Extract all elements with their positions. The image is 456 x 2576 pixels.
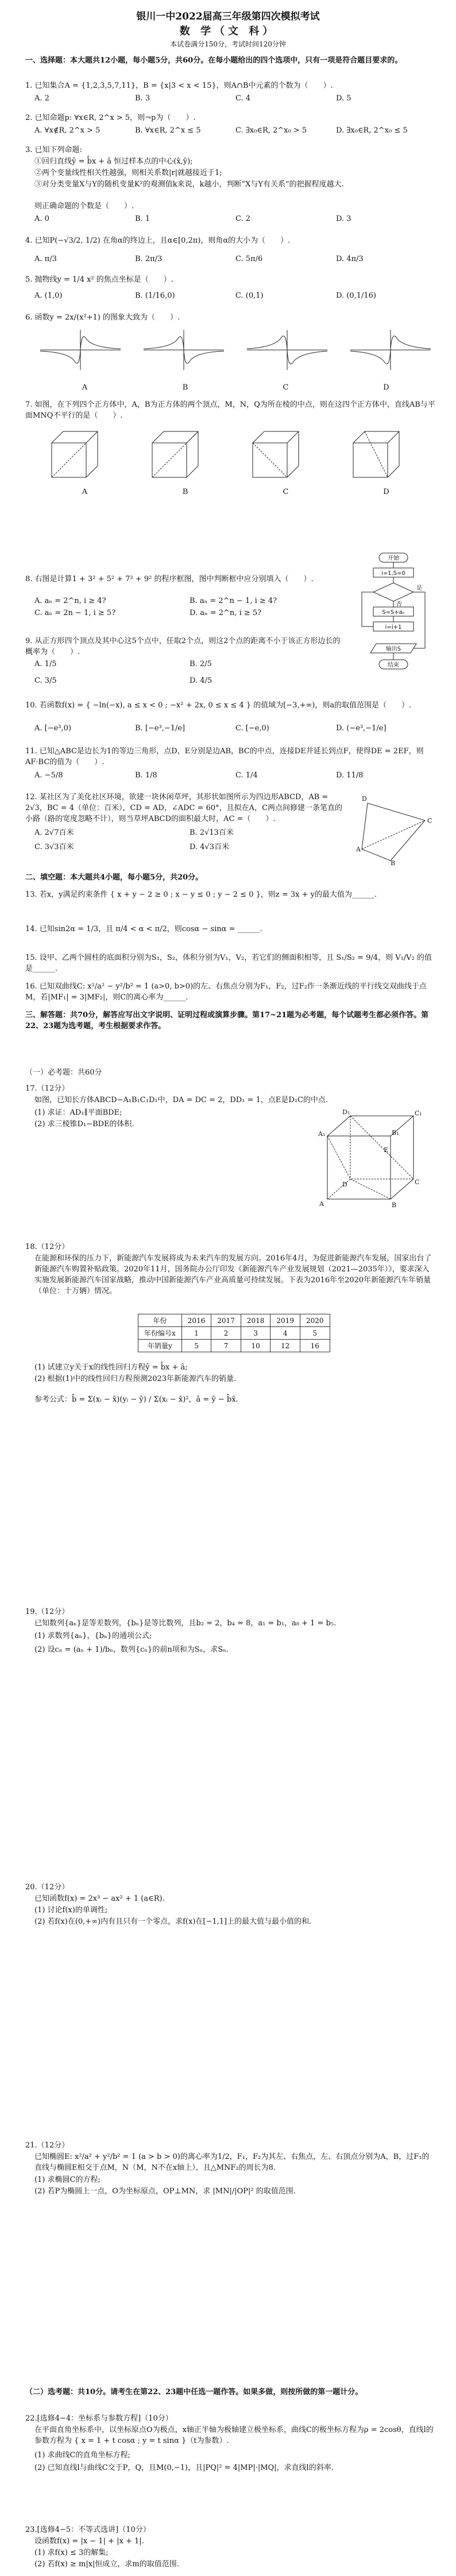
q6-label-c: C: [283, 383, 289, 392]
q17-label-c: C: [415, 1178, 420, 1186]
q17-cuboid-figure: [310, 1107, 425, 1211]
q18-reference-formula: 参考公式：b̂ = Σ(xᵢ − x̄)(yᵢ − ȳ) / Σ(xᵢ − x̄)²，â = ȳ − b̂x̄.: [34, 1395, 238, 1404]
q12-option-c: C. 3√3百米: [34, 843, 74, 851]
school-title: 银川一中2022届高三年级第四次模拟考试: [136, 11, 320, 22]
q1-stem: 1. 已知集合A = {1,2,3,5,7,11}，B = {x|3 < x < 15}，则A∩B中元素的个数为（ ）.: [25, 81, 333, 90]
q17-part-2: (2) 求三棱锥D₁−BDE的体积.: [34, 1120, 134, 1129]
q4-option-d: D. 4π/3: [336, 255, 364, 263]
q7-label-c: C: [283, 488, 289, 496]
q2-option-d: D. ∃x₀∈R, 2^x₀ ≤ 5: [336, 126, 408, 135]
q4-option-a: A. π/3: [34, 255, 57, 263]
q12-option-d: D. 4√3百米: [190, 843, 230, 851]
subject-title: 数 学（文 科）: [179, 25, 277, 37]
q6-label-b: B: [182, 383, 188, 392]
q17-label-d1: D₁: [342, 1108, 350, 1116]
table-cell: 12: [270, 1340, 300, 1352]
part3-heading: 三、解答题：共70分，解答应写出文字说明、证明过程或演算步骤。第17~21题为必考题，每个试题考生都必须作答。第22、23题为选考题，考生根据要求作答。: [25, 1011, 429, 1030]
q18-part-1: (1) 试建立y关于x的线性回归方程ŷ = b̂x + â;: [34, 1363, 188, 1372]
q5-options: [34, 291, 436, 300]
q7-stem: 7. 如图，在下列四个正方体中，A，B为正方体的两个顶点，M，N，Q为所在棱的中点，则在这四个正方体中，直线AB与平面MNQ不平行的是（ ）.: [25, 400, 435, 420]
q3-stem: 3. 已知下列命题:: [25, 146, 82, 154]
q9-option-a: A. 1/5: [34, 660, 57, 668]
q23-stem: 设函数f(x) = |x − 1| + |x + 1|.: [34, 2537, 144, 2546]
q10-option-b: B. [−e³,−1/e]: [135, 724, 186, 733]
table-cell: 2018: [241, 1314, 270, 1327]
q6-graph-c: [247, 330, 327, 370]
q18-part-2: (2) 根据(1)中的线性回归方程预测2023年新能源汽车的销量.: [34, 1375, 237, 1383]
q10-options: [34, 724, 436, 733]
flow-init: i=1,S=0: [381, 570, 405, 577]
table-cell: 7: [211, 1340, 241, 1352]
q5-option-b: B. (1/16,0): [135, 291, 175, 300]
flow-sum: S=S+aₙ: [382, 609, 405, 616]
q3-item-2: ②两个变量线性相关性越强，则相关系数|r|就越接近于1;: [34, 169, 222, 177]
q11-options: [34, 771, 436, 780]
table-cell: 2017: [211, 1314, 241, 1327]
q4-stem: 4. 已知P(−√3/2, 1/2) 在角α的终边上，且α∈[0,2π)，则角α的大小为（ ）.: [25, 236, 291, 245]
q18-number: 18.（12分）: [25, 1243, 69, 1251]
q10-option-a: A. [−e³,0): [34, 724, 71, 733]
q7-cube-d: [353, 431, 399, 477]
q23-number: 23.[选修4−5：不等式选讲]（10分）: [25, 2526, 150, 2534]
table-cell: 2020: [300, 1314, 330, 1327]
q17-label-a1: A₁: [318, 1130, 326, 1138]
q10-stem: 10. 若函数f(x) = { −ln(−x), a ≤ x < 0 ; −x² + 2x, 0 ≤ x ≤ 4 } 的值域为[−3,+∞)，则a的取值范围是（ ）.: [25, 701, 412, 710]
flow-output: 输出S: [385, 646, 401, 652]
q12-option-a: A. 2√7百米: [34, 828, 74, 837]
q11-stem: 11. 已知△ABC是边长为1的等边三角形，点D，E分别是边AB，BC的中点，连接DE并延长到点F，使得DE = 2EF，则AF·BC的值为（ ）.: [25, 747, 424, 766]
table-row: [138, 1340, 330, 1352]
table-cell: 2: [211, 1327, 241, 1340]
q17-stem: 如图，已知长方体ABCD−A₁B₁C₁D₁中，DA = DC = 2，DD₁ = 1，点E是D₁C的中点.: [34, 1096, 329, 1104]
q12-stem: 12. 某社区为了美化社区环境，欲建一块休闲草坪，其形状如图所示为四边形ABCD，AB = 2√3，BC = 4（单位：百米），CD = AD，∠ADC = 60°，且拟在A，C两点间修建一条笔直的小路（路的宽度忽略不计），则当草坪ABCD的面积最大时，AC =（ ）.: [25, 793, 343, 823]
q6-graph-b: [144, 330, 224, 370]
q17-number: 17.（12分）: [25, 1084, 69, 1093]
q11-option-c: C. 1/4: [235, 771, 258, 780]
q1-options: [34, 94, 436, 103]
q1-option-a: A. 2: [34, 94, 49, 103]
q3-option-d: D. 3: [336, 215, 351, 223]
q9-option-d: D. 4/5: [190, 676, 212, 685]
q21-part-2: (2) 若P为椭圆上一点，O为坐标原点，OP⊥MN，求 |MN|/|OP|² 的取值范围.: [34, 2187, 296, 2196]
q7-cube-a: [52, 431, 98, 477]
q20-part-2: (2) 若f(x)在(0,+∞)内有且只有一个零点，求f(x)在[−1,1]上的最大值与最小值的和.: [34, 1917, 312, 1926]
q6-labels: [34, 383, 436, 392]
q8-options: [34, 597, 345, 617]
q20-part-1: (1) 讨论f(x)的单调性;: [34, 1906, 108, 1915]
q16-stem: 16. 已知双曲线C: x²/a² − y²/b² = 1 (a>0, b>0)的左、右焦点分别为F₁，F₂，过F₂作一条渐近线的平行线交双曲线于点M，若|MF₁| = 3|MF₂|，则C的离心率为______.: [25, 982, 427, 1002]
q3-option-c: C. 2: [235, 215, 251, 223]
q12-options: [34, 826, 345, 851]
q5-option-a: A. (1,0): [34, 291, 63, 300]
q11-option-a: A. −5/8: [34, 771, 63, 780]
q17-label-d: D: [342, 1181, 347, 1188]
q12-point-c: C: [427, 817, 432, 824]
q12-point-b: B: [391, 859, 396, 866]
q23-part-1: (1) 求f(x) ≤ 3的解集;: [34, 2548, 109, 2557]
flow-yes: 是: [416, 585, 422, 592]
q5-option-c: C. (0,1): [235, 291, 264, 300]
q21-number: 21.（12分）: [25, 2141, 69, 2150]
q3-option-a: A. 0: [34, 215, 49, 223]
flow-increment: i=i+1: [385, 624, 402, 631]
table-cell: 年份: [138, 1314, 182, 1327]
q7-label-b: B: [182, 488, 188, 496]
q2-option-b: B. ∀x∈R, 2^x ≤ 5: [135, 126, 201, 135]
table-cell: 年份编号x: [138, 1327, 182, 1340]
q1-option-c: C. 4: [235, 94, 251, 103]
part1-heading: 一、选择题：本大题共12小题，每小题5分，共60分。在每小题给出的四个选项中，只有一项是符合题目要求的。: [25, 56, 403, 65]
q9-stem: 9. 从正方形四个顶点及其中心这5个点中，任取2个点，则这2个点的距离不小于该正方形边长的概率为（ ）.: [25, 637, 341, 656]
table-row: [138, 1327, 330, 1340]
table-cell: 5: [181, 1340, 211, 1352]
q1-option-b: B. 3: [135, 94, 150, 103]
q7-cube-b: [152, 431, 198, 477]
exam-info: 本试卷满分150分，考试时间120分钟: [170, 40, 286, 48]
flow-no: 否: [396, 601, 402, 608]
q10-option-c: C. [−e,0): [235, 724, 269, 733]
q6-label-d: D: [383, 383, 389, 392]
q18-stem: 在能源和环保的压力下，新能源汽车发展将成为未来汽车的发展方向。2016年4月，为促进新能源汽车发展，国家出台了新能源汽车购置补贴政策。2020年11月，国务院办公厅印发《新能源汽车产业发展规划（2021—2035年）》，要求深入实施发展新能源汽车国家战略，推动中国新能源汽车产业高质量可持续发展。下表为2016年至2020年新能源汽车年销量（单位：十万辆）情况。: [34, 1254, 432, 1295]
q5-stem: 5. 抛物线y = 1/4 x² 的焦点坐标是（ ）.: [25, 275, 173, 284]
q17-label-b: B: [392, 1201, 397, 1209]
q13-stem: 13. 若x，y满足约束条件 { x + y − 2 ≥ 0 ; x − y ≤ 0 ; y − 2 ≤ 0 }，则z = 3x + y的最大值为______.: [25, 890, 377, 899]
q3-conclusion: 则正确命题的个数是（ ）.: [34, 202, 134, 211]
q4-option-c: C. 5π/6: [235, 255, 263, 263]
part2-heading: 二、填空题：本大题共4小题，每小题5分，共20分。: [25, 873, 203, 882]
q8-option-d: D. aₙ = 2^n, i ≥ 5?: [190, 609, 262, 617]
q22-part-1: (1) 求曲线C的直角坐标方程;: [34, 2451, 130, 2460]
q22-number: 22.[选修4−4：坐标系与参数方程]（10分）: [25, 2414, 173, 2423]
q20-stem: 已知函数f(x) = 2x³ − ax² + 1 (a∈R).: [34, 1894, 165, 1903]
q17-label-c1: C₁: [415, 1110, 422, 1117]
q6-graph-options: [34, 327, 436, 379]
table-cell: 3: [241, 1327, 270, 1340]
q17-label-b1: B₁: [392, 1129, 399, 1137]
q7-cube-figures: [34, 426, 436, 483]
part3b-heading: （二）选考题：共10分。请考生在第22、23题中任选一题作答。如果多做，则按所做的第一题计分。: [25, 2388, 363, 2396]
q2-option-c: C. ∃x₀∈R, 2^x₀ > 5: [235, 126, 307, 135]
q17-label-e: E: [384, 1146, 389, 1154]
table-cell: 16: [300, 1340, 330, 1352]
table-cell: 2016: [181, 1314, 211, 1327]
q21-part-1: (1) 求椭圆C的方程;: [34, 2176, 101, 2184]
q7-label-d: D: [383, 488, 389, 496]
q22-stem: 在平面直角坐标系中，以坐标原点O为极点，x轴正半轴为极轴建立极坐标系，曲线C的极坐标方程为ρ = 2cosθ，直线l的参数方程为 { x = 1 + t cosα ; y = t sinα }（t为参数）.: [34, 2426, 434, 2445]
q8-option-c: C. aₙ = 2n − 1, i ≥ 5?: [34, 609, 116, 617]
q4-option-b: B. 2π/3: [135, 255, 163, 263]
q4-options: [34, 255, 436, 263]
q8-option-a: A. aₙ = 2^n, i ≥ 4?: [34, 597, 106, 605]
q23-part-2: (2) 若f(x) ≥ m|x|恒成立，求m的取值范围.: [34, 2560, 179, 2569]
q11-option-d: D. 11/8: [336, 771, 364, 780]
q3-item-1: ①回归直线ŷ = b̂x + â 恒过样本点的中心(x̄,ȳ);: [34, 157, 193, 166]
table-cell: 1: [181, 1327, 211, 1340]
q21-stem: 已知椭圆E: x²/a² + y²/b² = 1 (a > b > 0)的离心率为1/2，F₁，F₂为其左、右焦点，左、右顶点分别为A，B，过F₁的直线与椭圆E相交于点M，N（M，N不在x轴上），且△MNF₂的周长为8.: [34, 2153, 430, 2172]
q8-stem: 8. 右图是计算1 + 3² + 5² + 7² + 9² 的程序框图，图中判断框中应分别填入（ ）.: [25, 575, 314, 583]
q9-option-c: C. 3/5: [34, 676, 57, 685]
table-cell: 2019: [270, 1314, 300, 1327]
q9-option-b: B. 2/5: [190, 660, 212, 668]
table-cell: 5: [300, 1327, 330, 1340]
q12-quadrilateral-figure: [356, 792, 436, 866]
flow-start: 开始: [388, 555, 399, 562]
q3-options: [34, 215, 436, 223]
q3-item-3: ③对分类变量X与Y的随机变量K²的观测值k来说，k越小，判断“X与Y有关系”的把握程度越大.: [34, 180, 344, 189]
q7-cube-c: [253, 431, 299, 477]
q12-point-a: A: [356, 846, 361, 853]
q7-label-a: A: [82, 488, 88, 496]
q10-option-d: D. (−e³,−1/e]: [336, 724, 387, 733]
q2-stem: 2. 已知命题p: ∀x∈R, 2^x > 5，则¬p为（ ）.: [25, 114, 196, 122]
q6-graph-d: [350, 330, 431, 370]
q12-option-b: B. 2√13百米: [190, 828, 234, 837]
q19-part-1: (1) 求数列{aₙ}，{bₙ}的通项公式;: [34, 1632, 152, 1640]
q6-stem: 6. 函数y = 2x/(x²+1) 的图象大致为（ ）.: [25, 313, 180, 322]
table-cell: 年销量y: [138, 1340, 182, 1352]
q22-part-2: (2) 已知直线l与曲线C交于P，Q，且M(0,−1)，且|PQ|² = 4|MP|·|MQ|，求直线l的斜率.: [34, 2464, 334, 2472]
q17-label-a: A: [319, 1200, 324, 1208]
q1-option-d: D. 5: [336, 94, 351, 103]
q14-stem: 14. 已知sin2α = 1/3，且 π/4 < α < π/2，则cosα − sinα = ______.: [25, 925, 262, 933]
q19-part-2: (2) 设cₙ = (aₙ + 1)/bₙ，数列{cₙ}的前n项和为Sₙ，求Sₙ.: [34, 1645, 229, 1654]
q18-sales-table: [138, 1314, 330, 1352]
q6-label-a: A: [82, 383, 88, 392]
q2-options: [34, 126, 436, 135]
q12-point-d: D: [362, 795, 367, 803]
q19-number: 19.（12分）: [25, 1608, 69, 1616]
flow-end: 结束: [388, 662, 399, 668]
table-cell: 4: [270, 1327, 300, 1340]
q9-options: [34, 660, 345, 685]
q17-part-1: (1) 求证：AD₁∥平面BDE;: [34, 1108, 122, 1117]
q3-option-b: B. 1: [135, 215, 150, 223]
q2-option-a: A. ∀x∉R, 2^x > 5: [34, 126, 101, 135]
q20-number: 20.（12分）: [25, 1883, 69, 1892]
table-cell: 10: [241, 1340, 270, 1352]
table-header-row: [138, 1314, 330, 1327]
q8-option-b: B. aₙ = 2^n − 1, i ≥ 4?: [190, 597, 277, 605]
q11-option-b: B. 1/8: [135, 771, 157, 780]
q6-graph-a: [40, 330, 121, 370]
q15-stem: 15. 设甲、乙两个圆柱的底面积分别为S₁，S₂，体积分别为V₁，V₂，若它们的侧面积相等，且 S₁/S₂ = 9/4，则 V₁/V₂ 的值是______.: [25, 954, 432, 973]
q7-labels: [34, 488, 436, 496]
q5-option-d: D. (0,1/16): [336, 291, 376, 300]
q19-stem: 已知数列{aₙ}是等差数列，{bₙ}是等比数列，且b₂ = 2，b₄ = 8，a₁ = b₁，a₈ + 1 = b₅.: [34, 1619, 337, 1628]
q8-flowchart: [356, 551, 436, 688]
part3a-heading: （一）必考题：共60分: [25, 1068, 102, 1077]
